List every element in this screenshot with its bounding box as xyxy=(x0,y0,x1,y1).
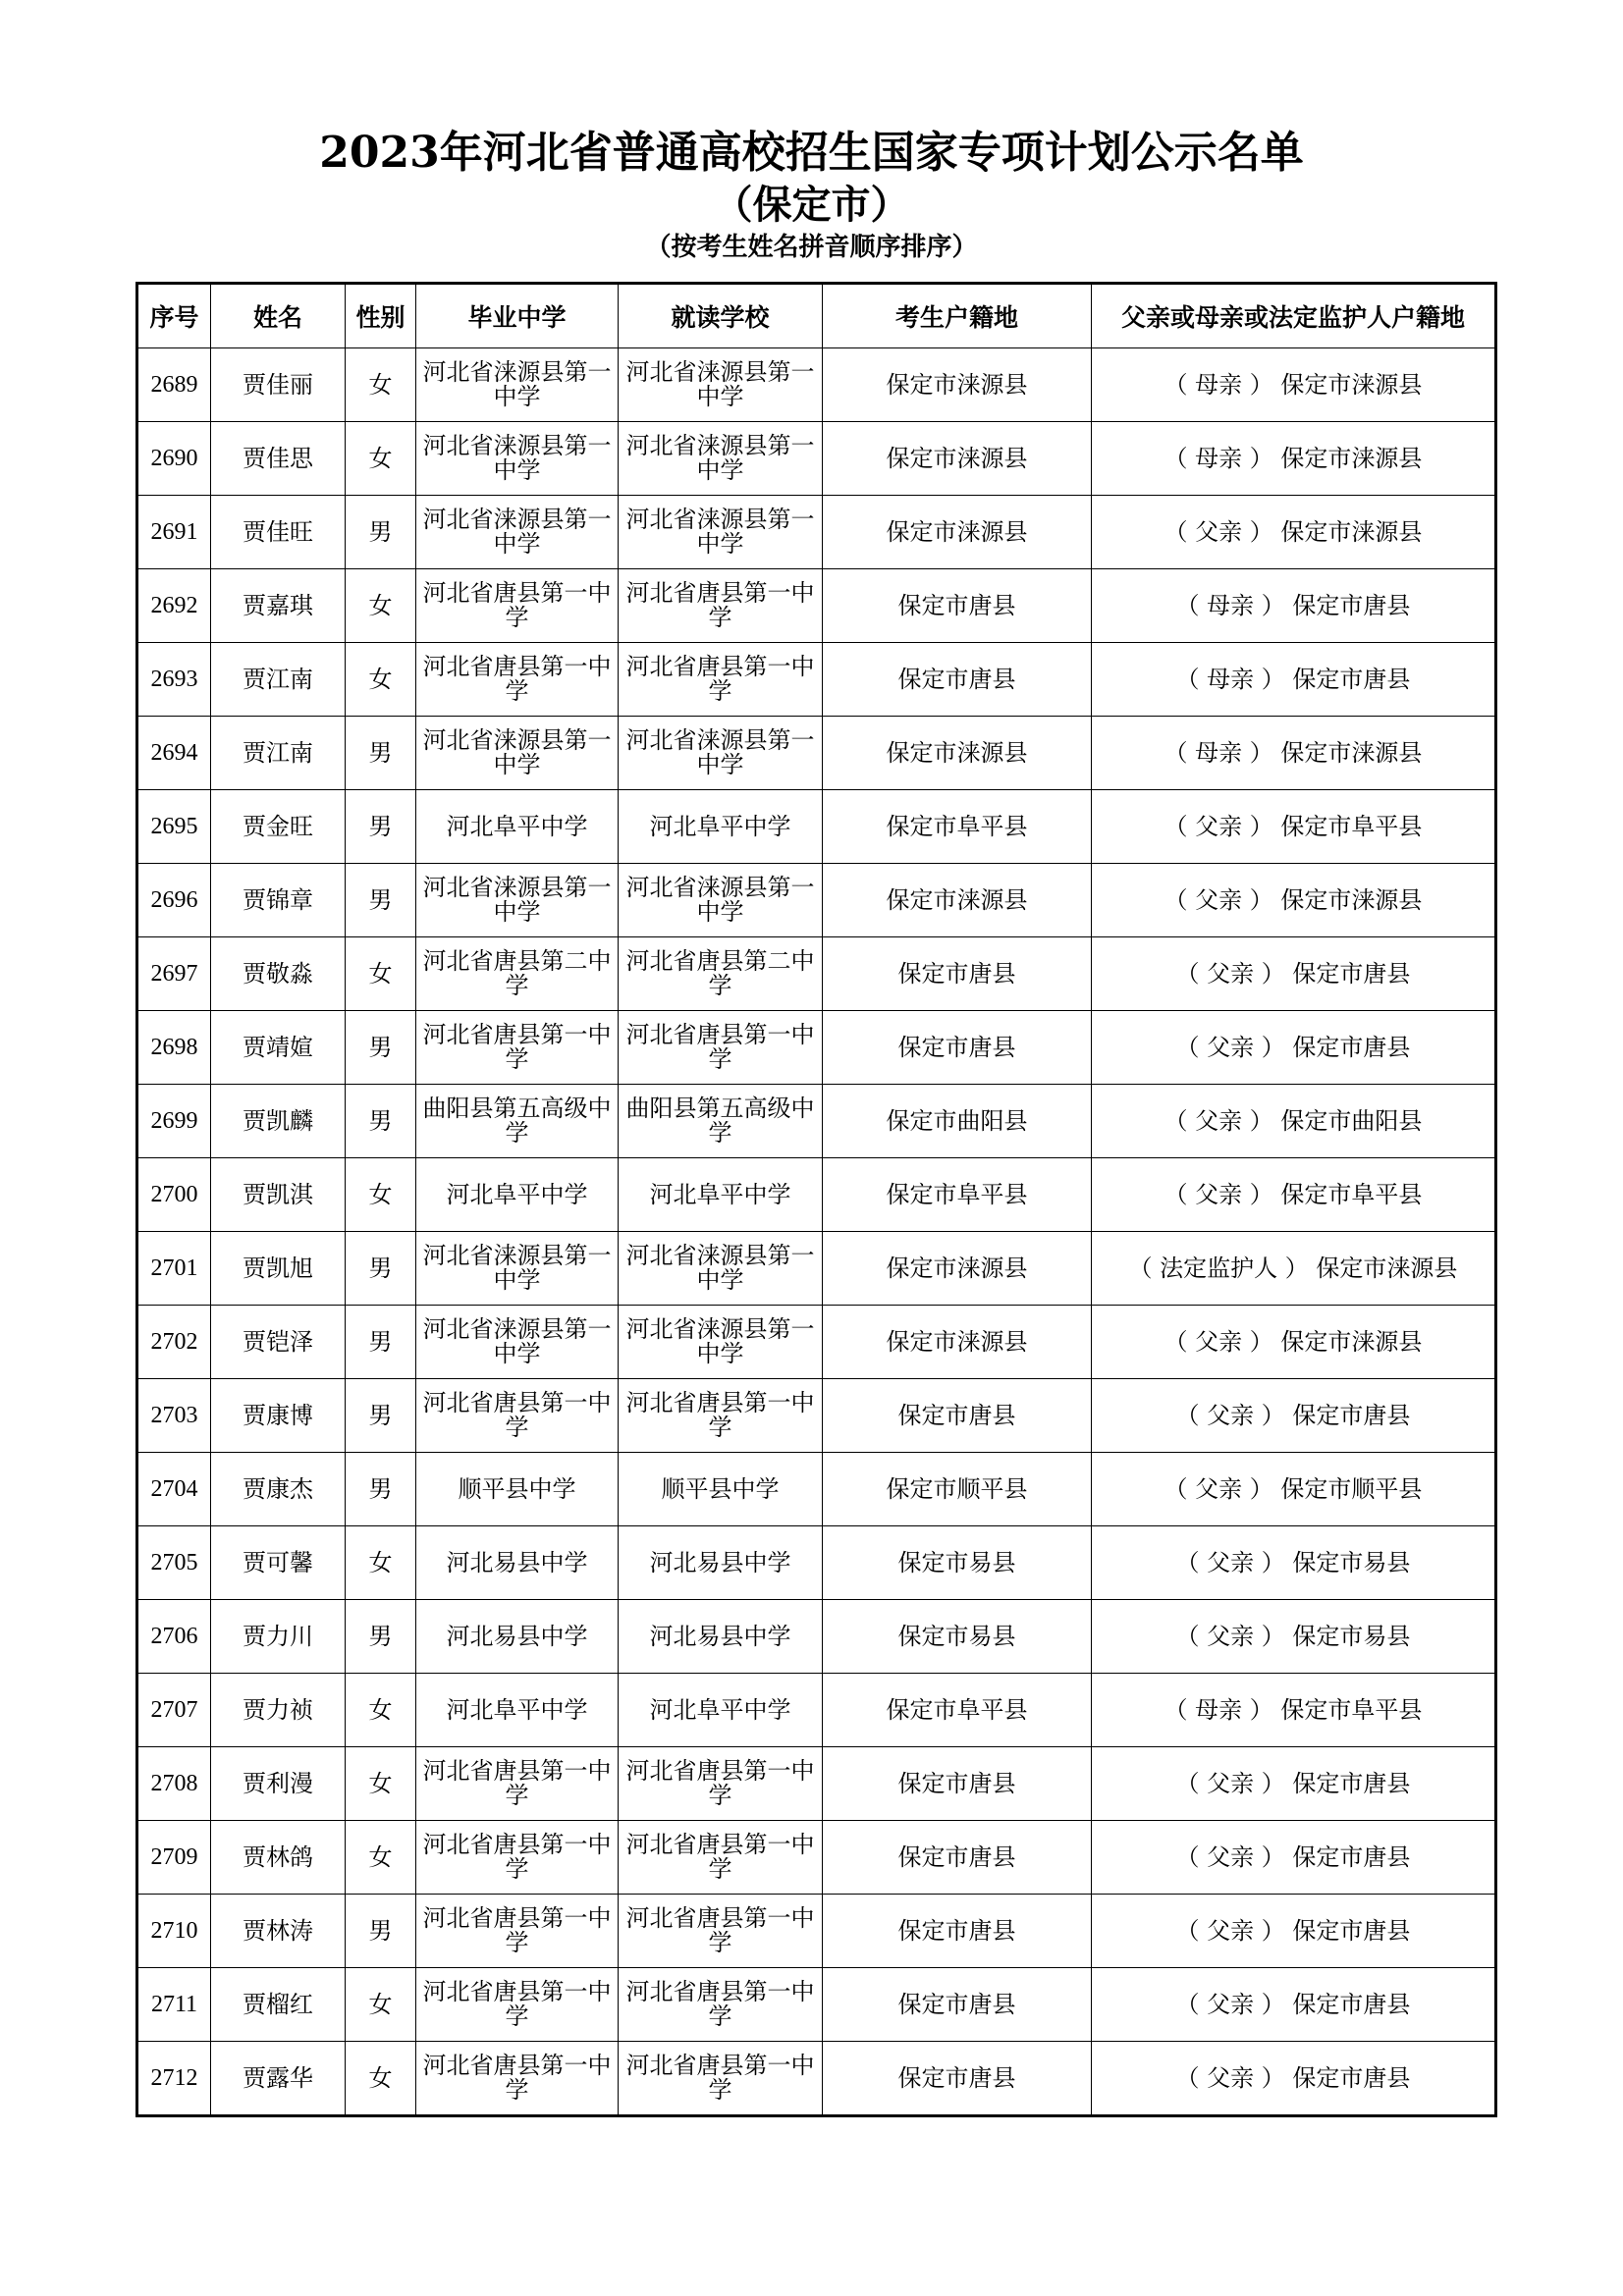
table-row xyxy=(137,496,1496,569)
cell-current-school: 河北省涞源县第一中学 xyxy=(619,348,823,422)
cell-name: 贾力祯 xyxy=(211,1674,346,1747)
cell-name: 贾凯麟 xyxy=(211,1085,346,1158)
document-header xyxy=(0,126,1623,265)
cell-current-school: 河北阜平中学 xyxy=(619,1674,823,1747)
cell-student-residence: 保定市涞源县 xyxy=(823,422,1092,496)
cell-current-school: 顺平县中学 xyxy=(619,1453,823,1526)
cell-gender: 男 xyxy=(346,1085,416,1158)
cell-graduated-school: 河北省涞源县第一中学 xyxy=(416,1306,619,1379)
cell-graduated-school: 河北省涞源县第一中学 xyxy=(416,1232,619,1306)
cell-seq: 2706 xyxy=(137,1600,211,1674)
cell-gender: 女 xyxy=(346,569,416,643)
table-row xyxy=(137,569,1496,643)
cell-graduated-school: 河北省涞源县第一中学 xyxy=(416,717,619,790)
table-row xyxy=(137,790,1496,864)
cell-current-school: 河北省涞源县第一中学 xyxy=(619,496,823,569)
cell-student-residence: 保定市涞源县 xyxy=(823,864,1092,937)
cell-gender: 女 xyxy=(346,2042,416,2116)
cell-current-school: 河北省涞源县第一中学 xyxy=(619,717,823,790)
cell-seq: 2693 xyxy=(137,643,211,717)
table-row xyxy=(137,1158,1496,1232)
cell-graduated-school: 河北省唐县第一中学 xyxy=(416,1895,619,1968)
cell-guardian-residence: （ 父亲 ） 保定市阜平县 xyxy=(1092,1158,1496,1232)
cell-student-residence: 保定市曲阳县 xyxy=(823,1085,1092,1158)
cell-guardian-residence: （ 母亲 ） 保定市唐县 xyxy=(1092,643,1496,717)
cell-seq: 2692 xyxy=(137,569,211,643)
cell-guardian-residence: （ 母亲 ） 保定市唐县 xyxy=(1092,569,1496,643)
cell-gender: 女 xyxy=(346,937,416,1011)
cell-seq: 2701 xyxy=(137,1232,211,1306)
cell-guardian-residence: （ 父亲 ） 保定市涞源县 xyxy=(1092,864,1496,937)
table-row xyxy=(137,1085,1496,1158)
table-header-row xyxy=(137,284,1496,348)
cell-name: 贾力川 xyxy=(211,1600,346,1674)
cell-graduated-school: 河北省唐县第一中学 xyxy=(416,2042,619,2116)
cell-guardian-residence: （ 母亲 ） 保定市涞源县 xyxy=(1092,422,1496,496)
cell-guardian-residence: （ 父亲 ） 保定市唐县 xyxy=(1092,1379,1496,1453)
header-current-school: 就读学校 xyxy=(619,284,823,348)
cell-current-school: 河北阜平中学 xyxy=(619,1158,823,1232)
cell-student-residence: 保定市阜平县 xyxy=(823,1674,1092,1747)
cell-guardian-residence: （ 父亲 ） 保定市涞源县 xyxy=(1092,496,1496,569)
cell-gender: 男 xyxy=(346,1232,416,1306)
cell-graduated-school: 河北易县中学 xyxy=(416,1600,619,1674)
table-row xyxy=(137,2042,1496,2116)
cell-guardian-residence: （ 父亲 ） 保定市唐县 xyxy=(1092,1895,1496,1968)
cell-student-residence: 保定市唐县 xyxy=(823,643,1092,717)
cell-name: 贾锦章 xyxy=(211,864,346,937)
cell-seq: 2704 xyxy=(137,1453,211,1526)
roster-table xyxy=(135,282,1497,2117)
cell-graduated-school: 河北省唐县第一中学 xyxy=(416,569,619,643)
cell-gender: 女 xyxy=(346,1968,416,2042)
cell-student-residence: 保定市唐县 xyxy=(823,1895,1092,1968)
cell-gender: 女 xyxy=(346,1526,416,1600)
cell-name: 贾敬淼 xyxy=(211,937,346,1011)
cell-student-residence: 保定市涞源县 xyxy=(823,1232,1092,1306)
cell-name: 贾凯旭 xyxy=(211,1232,346,1306)
cell-student-residence: 保定市涞源县 xyxy=(823,1306,1092,1379)
cell-seq: 2689 xyxy=(137,348,211,422)
cell-seq: 2700 xyxy=(137,1158,211,1232)
cell-current-school: 河北省唐县第一中学 xyxy=(619,1895,823,1968)
header-graduated-school: 毕业中学 xyxy=(416,284,619,348)
table-row xyxy=(137,1232,1496,1306)
cell-name: 贾可馨 xyxy=(211,1526,346,1600)
cell-guardian-residence: （ 父亲 ） 保定市曲阳县 xyxy=(1092,1085,1496,1158)
cell-name: 贾康杰 xyxy=(211,1453,346,1526)
cell-gender: 女 xyxy=(346,1674,416,1747)
cell-graduated-school: 河北易县中学 xyxy=(416,1526,619,1600)
cell-guardian-residence: （ 父亲 ） 保定市唐县 xyxy=(1092,1011,1496,1085)
cell-gender: 女 xyxy=(346,1747,416,1821)
cell-graduated-school: 曲阳县第五高级中学 xyxy=(416,1085,619,1158)
header-guardian-residence: 父亲或母亲或法定监护人户籍地 xyxy=(1092,284,1496,348)
cell-current-school: 河北省涞源县第一中学 xyxy=(619,1232,823,1306)
header-name: 姓名 xyxy=(211,284,346,348)
cell-student-residence: 保定市涞源县 xyxy=(823,348,1092,422)
cell-student-residence: 保定市唐县 xyxy=(823,1747,1092,1821)
cell-gender: 女 xyxy=(346,643,416,717)
cell-name: 贾佳旺 xyxy=(211,496,346,569)
cell-seq: 2711 xyxy=(137,1968,211,2042)
cell-guardian-residence: （ 父亲 ） 保定市唐县 xyxy=(1092,1968,1496,2042)
cell-gender: 男 xyxy=(346,496,416,569)
cell-guardian-residence: （ 母亲 ） 保定市阜平县 xyxy=(1092,1674,1496,1747)
cell-gender: 男 xyxy=(346,790,416,864)
cell-name: 贾凯淇 xyxy=(211,1158,346,1232)
cell-student-residence: 保定市唐县 xyxy=(823,1011,1092,1085)
cell-seq: 2695 xyxy=(137,790,211,864)
cell-name: 贾露华 xyxy=(211,2042,346,2116)
cell-guardian-residence: （ 父亲 ） 保定市易县 xyxy=(1092,1600,1496,1674)
cell-guardian-residence: （ 母亲 ） 保定市涞源县 xyxy=(1092,348,1496,422)
cell-gender: 女 xyxy=(346,1821,416,1895)
cell-name: 贾榴红 xyxy=(211,1968,346,2042)
table-row xyxy=(137,1306,1496,1379)
cell-graduated-school: 河北省唐县第二中学 xyxy=(416,937,619,1011)
table-row xyxy=(137,1895,1496,1968)
cell-seq: 2696 xyxy=(137,864,211,937)
table-row xyxy=(137,1379,1496,1453)
cell-seq: 2707 xyxy=(137,1674,211,1747)
cell-current-school: 河北省涞源县第一中学 xyxy=(619,864,823,937)
cell-graduated-school: 河北省唐县第一中学 xyxy=(416,1379,619,1453)
cell-seq: 2694 xyxy=(137,717,211,790)
cell-graduated-school: 河北阜平中学 xyxy=(416,1158,619,1232)
cell-name: 贾林鸽 xyxy=(211,1821,346,1895)
table-row xyxy=(137,348,1496,422)
table-row xyxy=(137,1968,1496,2042)
header-student-residence: 考生户籍地 xyxy=(823,284,1092,348)
cell-graduated-school: 河北省唐县第一中学 xyxy=(416,1747,619,1821)
cell-name: 贾林涛 xyxy=(211,1895,346,1968)
cell-name: 贾靖媗 xyxy=(211,1011,346,1085)
table-row xyxy=(137,643,1496,717)
cell-guardian-residence: （ 父亲 ） 保定市阜平县 xyxy=(1092,790,1496,864)
cell-current-school: 河北省唐县第一中学 xyxy=(619,569,823,643)
cell-seq: 2703 xyxy=(137,1379,211,1453)
cell-guardian-residence: （ 父亲 ） 保定市唐县 xyxy=(1092,1821,1496,1895)
header-gender: 性别 xyxy=(346,284,416,348)
cell-student-residence: 保定市唐县 xyxy=(823,2042,1092,2116)
cell-current-school: 河北省涞源县第一中学 xyxy=(619,1306,823,1379)
cell-name: 贾金旺 xyxy=(211,790,346,864)
cell-current-school: 河北省唐县第二中学 xyxy=(619,937,823,1011)
table-row xyxy=(137,1453,1496,1526)
cell-current-school: 河北阜平中学 xyxy=(619,790,823,864)
cell-student-residence: 保定市涞源县 xyxy=(823,496,1092,569)
cell-guardian-residence: （ 父亲 ） 保定市唐县 xyxy=(1092,2042,1496,2116)
cell-current-school: 河北省唐县第一中学 xyxy=(619,1379,823,1453)
cell-current-school: 河北省唐县第一中学 xyxy=(619,1821,823,1895)
cell-graduated-school: 河北省唐县第一中学 xyxy=(416,1968,619,2042)
cell-current-school: 河北省唐县第一中学 xyxy=(619,1011,823,1085)
cell-gender: 男 xyxy=(346,717,416,790)
cell-gender: 男 xyxy=(346,1379,416,1453)
cell-graduated-school: 河北省涞源县第一中学 xyxy=(416,496,619,569)
cell-seq: 2698 xyxy=(137,1011,211,1085)
cell-graduated-school: 河北省涞源县第一中学 xyxy=(416,422,619,496)
cell-name: 贾佳丽 xyxy=(211,348,346,422)
cell-gender: 男 xyxy=(346,1011,416,1085)
cell-graduated-school: 河北阜平中学 xyxy=(416,790,619,864)
cell-graduated-school: 河北省涞源县第一中学 xyxy=(416,864,619,937)
cell-name: 贾嘉琪 xyxy=(211,569,346,643)
cell-current-school: 河北易县中学 xyxy=(619,1600,823,1674)
table-row xyxy=(137,1674,1496,1747)
table-row xyxy=(137,1600,1496,1674)
cell-gender: 女 xyxy=(346,348,416,422)
cell-gender: 男 xyxy=(346,1306,416,1379)
cell-student-residence: 保定市顺平县 xyxy=(823,1453,1092,1526)
cell-gender: 女 xyxy=(346,422,416,496)
header-seq: 序号 xyxy=(137,284,211,348)
cell-student-residence: 保定市涞源县 xyxy=(823,717,1092,790)
cell-gender: 男 xyxy=(346,1453,416,1526)
cell-student-residence: 保定市易县 xyxy=(823,1600,1092,1674)
cell-current-school: 曲阳县第五高级中学 xyxy=(619,1085,823,1158)
table-row xyxy=(137,717,1496,790)
cell-name: 贾利漫 xyxy=(211,1747,346,1821)
cell-current-school: 河北省唐县第一中学 xyxy=(619,1747,823,1821)
table-row xyxy=(137,1821,1496,1895)
cell-seq: 2691 xyxy=(137,496,211,569)
cell-seq: 2697 xyxy=(137,937,211,1011)
cell-name: 贾铠泽 xyxy=(211,1306,346,1379)
cell-current-school: 河北易县中学 xyxy=(619,1526,823,1600)
cell-student-residence: 保定市唐县 xyxy=(823,1379,1092,1453)
cell-name: 贾康博 xyxy=(211,1379,346,1453)
cell-student-residence: 保定市唐县 xyxy=(823,1821,1092,1895)
table-row xyxy=(137,1747,1496,1821)
cell-graduated-school: 河北省涞源县第一中学 xyxy=(416,348,619,422)
cell-gender: 男 xyxy=(346,1600,416,1674)
cell-current-school: 河北省唐县第一中学 xyxy=(619,1968,823,2042)
table-row xyxy=(137,422,1496,496)
cell-graduated-school: 河北省唐县第一中学 xyxy=(416,1821,619,1895)
cell-guardian-residence: （ 父亲 ） 保定市涞源县 xyxy=(1092,1306,1496,1379)
cell-graduated-school: 河北省唐县第一中学 xyxy=(416,643,619,717)
cell-current-school: 河北省涞源县第一中学 xyxy=(619,422,823,496)
cell-current-school: 河北省唐县第一中学 xyxy=(619,2042,823,2116)
cell-student-residence: 保定市唐县 xyxy=(823,569,1092,643)
table-row xyxy=(137,864,1496,937)
cell-guardian-residence: （ 母亲 ） 保定市涞源县 xyxy=(1092,717,1496,790)
cell-guardian-residence: （ 父亲 ） 保定市易县 xyxy=(1092,1526,1496,1600)
cell-student-residence: 保定市易县 xyxy=(823,1526,1092,1600)
cell-name: 贾江南 xyxy=(211,717,346,790)
cell-seq: 2710 xyxy=(137,1895,211,1968)
cell-student-residence: 保定市唐县 xyxy=(823,1968,1092,2042)
cell-guardian-residence: （ 父亲 ） 保定市唐县 xyxy=(1092,1747,1496,1821)
document-subtitle: （保定市） xyxy=(713,182,910,228)
cell-name: 贾佳思 xyxy=(211,422,346,496)
table-row xyxy=(137,1011,1496,1085)
cell-name: 贾江南 xyxy=(211,643,346,717)
cell-seq: 2690 xyxy=(137,422,211,496)
cell-graduated-school: 顺平县中学 xyxy=(416,1453,619,1526)
cell-guardian-residence: （ 父亲 ） 保定市唐县 xyxy=(1092,937,1496,1011)
cell-guardian-residence: （ 父亲 ） 保定市顺平县 xyxy=(1092,1453,1496,1526)
cell-seq: 2712 xyxy=(137,2042,211,2116)
cell-gender: 男 xyxy=(346,864,416,937)
cell-student-residence: 保定市唐县 xyxy=(823,937,1092,1011)
cell-seq: 2705 xyxy=(137,1526,211,1600)
cell-guardian-residence: （ 法定监护人 ） 保定市涞源县 xyxy=(1092,1232,1496,1306)
table-row xyxy=(137,937,1496,1011)
document-title: 2023年河北省普通高校招生国家专项计划公示名单 xyxy=(319,128,1304,178)
cell-seq: 2702 xyxy=(137,1306,211,1379)
cell-student-residence: 保定市阜平县 xyxy=(823,1158,1092,1232)
cell-graduated-school: 河北省唐县第一中学 xyxy=(416,1011,619,1085)
cell-student-residence: 保定市阜平县 xyxy=(823,790,1092,864)
cell-seq: 2708 xyxy=(137,1747,211,1821)
cell-current-school: 河北省唐县第一中学 xyxy=(619,643,823,717)
cell-gender: 女 xyxy=(346,1158,416,1232)
sort-note: （按考生姓名拼音顺序排序） xyxy=(645,233,978,262)
cell-seq: 2709 xyxy=(137,1821,211,1895)
cell-gender: 男 xyxy=(346,1895,416,1968)
table-row xyxy=(137,1526,1496,1600)
cell-seq: 2699 xyxy=(137,1085,211,1158)
cell-graduated-school: 河北阜平中学 xyxy=(416,1674,619,1747)
